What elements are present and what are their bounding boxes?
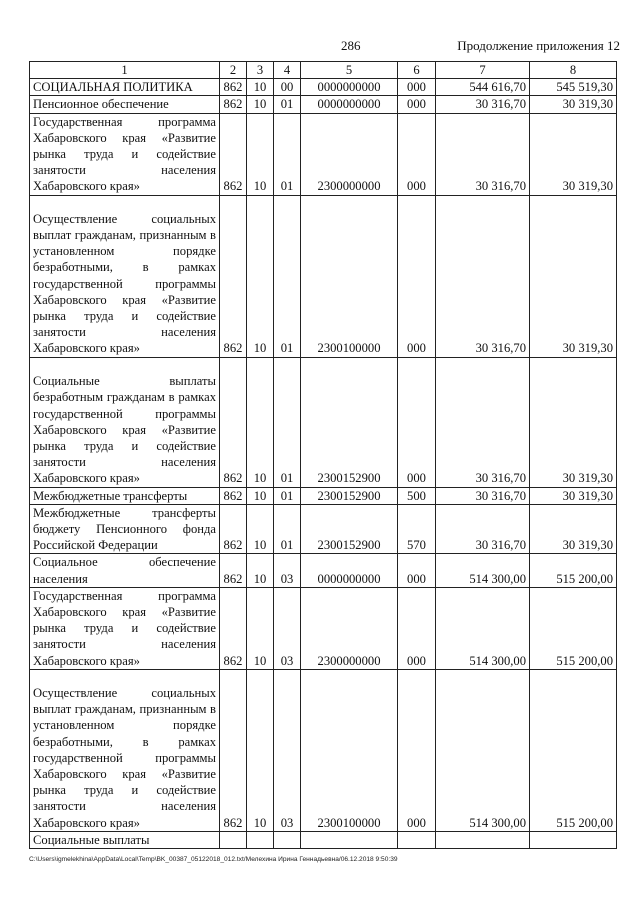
row-section-cell: 10 bbox=[247, 113, 274, 195]
column-header: 2 bbox=[220, 62, 247, 79]
row-type-cell: 000 bbox=[398, 587, 436, 669]
row-name-cell: Социальное обеспечение населения bbox=[30, 554, 220, 587]
table-row bbox=[30, 96, 617, 113]
row-code-cell: 862 bbox=[220, 79, 247, 96]
row-subsection-cell: 03 bbox=[274, 669, 301, 831]
row-type-cell: 000 bbox=[398, 113, 436, 195]
row-section-cell: 10 bbox=[247, 554, 274, 587]
row-target-cell: 2300100000 bbox=[301, 669, 398, 831]
table-row bbox=[30, 487, 617, 504]
file-path-footer: C:\Users\igmelekhina\AppData\Local\Temp\BK_00387_05122018_012.txt/Мелехина Ирина Геннадьевна/06.12.2018 9:50:39 bbox=[29, 856, 398, 863]
table-row bbox=[30, 357, 617, 487]
row-name-cell: Пенсионное обеспечение bbox=[30, 96, 220, 113]
table-row bbox=[30, 195, 617, 357]
row-target-cell: 2300152900 bbox=[301, 504, 398, 554]
row-subsection-cell: 00 bbox=[274, 79, 301, 96]
row-type-cell: 570 bbox=[398, 504, 436, 554]
row-code-cell: 862 bbox=[220, 669, 247, 831]
row-name-cell: Социальные выплаты безработным гражданам в рамках государственной программы Хабаровского края «Развитие рынка труда и содействие занятости населения Хабаровского края» bbox=[30, 357, 220, 487]
table-row bbox=[30, 113, 617, 195]
row-name-cell: Социальные выплаты bbox=[30, 831, 220, 848]
row-target-cell: 2300152900 bbox=[301, 487, 398, 504]
row-name-cell: Государственная программа Хабаровского края «Развитие рынка труда и содействие занятости населения Хабаровского края» bbox=[30, 113, 220, 195]
row-code-cell: 862 bbox=[220, 357, 247, 487]
table-row bbox=[30, 587, 617, 669]
row-type-cell: 500 bbox=[398, 487, 436, 504]
row-section-cell: 10 bbox=[247, 487, 274, 504]
row-name-cell: Государственная программа Хабаровского края «Развитие рынка труда и содействие занятости населения Хабаровского края» bbox=[30, 587, 220, 669]
row-name-cell: Межбюджетные трансферты бюджету Пенсионного фонда Российской Федерации bbox=[30, 504, 220, 554]
row-name-cell: СОЦИАЛЬНАЯ ПОЛИТИКА bbox=[30, 79, 220, 96]
row-type-cell: 000 bbox=[398, 195, 436, 357]
row-amount-cell: 30 319,30 bbox=[530, 96, 617, 113]
row-amount-cell: 515 200,00 bbox=[530, 587, 617, 669]
column-header: 7 bbox=[436, 62, 530, 79]
continuation-title: Продолжение приложения 12 bbox=[457, 38, 620, 53]
row-section-cell: 10 bbox=[247, 96, 274, 113]
row-subsection-cell: 01 bbox=[274, 487, 301, 504]
row-section-cell: 10 bbox=[247, 79, 274, 96]
row-amount-cell: 514 300,00 bbox=[436, 587, 530, 669]
row-amount-cell: 515 200,00 bbox=[530, 669, 617, 831]
row-subsection-cell bbox=[274, 831, 301, 848]
column-header: 3 bbox=[247, 62, 274, 79]
row-name-cell: Межбюджетные трансферты bbox=[30, 487, 220, 504]
row-amount-cell: 30 319,30 bbox=[530, 487, 617, 504]
row-type-cell: 000 bbox=[398, 357, 436, 487]
row-section-cell: 10 bbox=[247, 669, 274, 831]
header-row bbox=[30, 62, 617, 79]
row-amount-cell: 545 519,30 bbox=[530, 79, 617, 96]
row-subsection-cell: 01 bbox=[274, 357, 301, 487]
row-section-cell: 10 bbox=[247, 357, 274, 487]
row-subsection-cell: 01 bbox=[274, 113, 301, 195]
row-code-cell bbox=[220, 831, 247, 848]
table-row bbox=[30, 831, 617, 848]
table-row bbox=[30, 554, 617, 587]
row-subsection-cell: 01 bbox=[274, 195, 301, 357]
row-section-cell: 10 bbox=[247, 195, 274, 357]
row-code-cell: 862 bbox=[220, 487, 247, 504]
row-subsection-cell: 03 bbox=[274, 587, 301, 669]
row-type-cell: 000 bbox=[398, 669, 436, 831]
row-target-cell: 2300100000 bbox=[301, 195, 398, 357]
row-amount-cell: 30 319,30 bbox=[530, 504, 617, 554]
row-amount-cell bbox=[436, 831, 530, 848]
row-type-cell: 000 bbox=[398, 554, 436, 587]
row-target-cell: 0000000000 bbox=[301, 554, 398, 587]
column-header: 6 bbox=[398, 62, 436, 79]
row-amount-cell: 30 316,70 bbox=[436, 504, 530, 554]
page-number: 286 bbox=[341, 38, 361, 53]
row-section-cell: 10 bbox=[247, 504, 274, 554]
row-amount-cell: 30 316,70 bbox=[436, 96, 530, 113]
row-code-cell: 862 bbox=[220, 587, 247, 669]
row-type-cell bbox=[398, 831, 436, 848]
row-amount-cell bbox=[530, 831, 617, 848]
row-subsection-cell: 01 bbox=[274, 504, 301, 554]
row-code-cell: 862 bbox=[220, 113, 247, 195]
row-type-cell: 000 bbox=[398, 79, 436, 96]
row-type-cell: 000 bbox=[398, 96, 436, 113]
row-amount-cell: 30 319,30 bbox=[530, 195, 617, 357]
row-target-cell: 0000000000 bbox=[301, 79, 398, 96]
row-amount-cell: 514 300,00 bbox=[436, 554, 530, 587]
column-header: 5 bbox=[301, 62, 398, 79]
row-section-cell: 10 bbox=[247, 587, 274, 669]
row-target-cell: 2300152900 bbox=[301, 357, 398, 487]
column-header: 4 bbox=[274, 62, 301, 79]
row-subsection-cell: 03 bbox=[274, 554, 301, 587]
row-amount-cell: 544 616,70 bbox=[436, 79, 530, 96]
row-amount-cell: 514 300,00 bbox=[436, 669, 530, 831]
row-amount-cell: 30 319,30 bbox=[530, 357, 617, 487]
row-subsection-cell: 01 bbox=[274, 96, 301, 113]
row-target-cell: 2300000000 bbox=[301, 587, 398, 669]
row-code-cell: 862 bbox=[220, 504, 247, 554]
row-name-cell: Осуществление социальных выплат гражданам, признанным в установленном порядке безработными, в рамках государственной программы Хабаровского края «Развитие рынка труда и содействие занятости населения Хабаровского края» bbox=[30, 195, 220, 357]
row-section-cell bbox=[247, 831, 274, 848]
row-amount-cell: 515 200,00 bbox=[530, 554, 617, 587]
column-header: 8 bbox=[530, 62, 617, 79]
row-amount-cell: 30 319,30 bbox=[530, 113, 617, 195]
table-row bbox=[30, 504, 617, 554]
row-amount-cell: 30 316,70 bbox=[436, 113, 530, 195]
table-row bbox=[30, 669, 617, 831]
column-header: 1 bbox=[30, 62, 220, 79]
row-code-cell: 862 bbox=[220, 96, 247, 113]
row-target-cell bbox=[301, 831, 398, 848]
row-name-cell: Осуществление социальных выплат гражданам, признанным в установленном порядке безработными, в рамках государственной программы Хабаровского края «Развитие рынка труда и содействие занятости населения Хабаровского края» bbox=[30, 669, 220, 831]
table-row bbox=[30, 79, 617, 96]
row-amount-cell: 30 316,70 bbox=[436, 357, 530, 487]
row-amount-cell: 30 316,70 bbox=[436, 195, 530, 357]
row-target-cell: 0000000000 bbox=[301, 96, 398, 113]
budget-table bbox=[29, 61, 617, 849]
row-target-cell: 2300000000 bbox=[301, 113, 398, 195]
row-amount-cell: 30 316,70 bbox=[436, 487, 530, 504]
row-code-cell: 862 bbox=[220, 195, 247, 357]
row-code-cell: 862 bbox=[220, 554, 247, 587]
